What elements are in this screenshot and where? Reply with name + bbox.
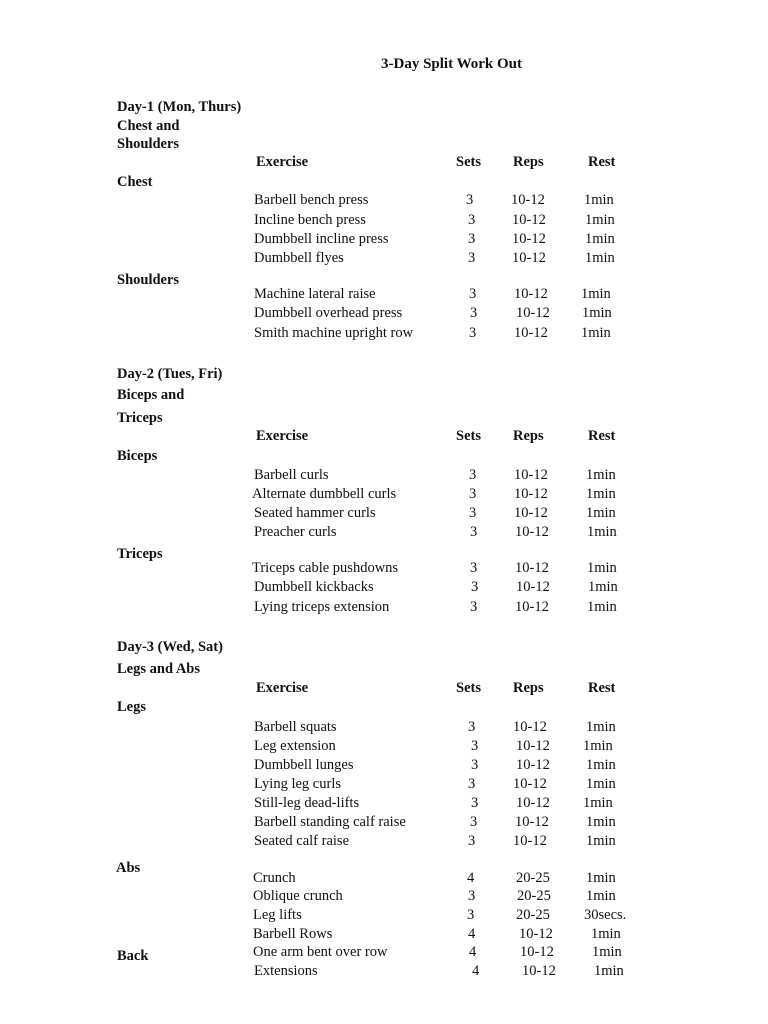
group-label-triceps: Triceps — [117, 546, 163, 562]
exercise-reps: 10-12 — [520, 944, 554, 960]
exercise-rest: 1min — [586, 870, 616, 886]
exercise-name: Still-leg dead-lifts — [254, 795, 360, 811]
exercise-sets: 3 — [469, 325, 477, 341]
group-label-back: Back — [117, 948, 149, 964]
exercise-name: Dumbbell kickbacks — [254, 579, 374, 595]
exercise-reps: 10-12 — [512, 250, 546, 266]
exercise-sets: 3 — [466, 192, 474, 208]
exercise-rest: 1min — [586, 776, 616, 792]
exercise-rest: 1min — [587, 599, 617, 615]
day-3-heading: Day-3 (Wed, Sat) — [117, 639, 223, 655]
exercise-sets: 3 — [468, 776, 476, 792]
exercise-reps: 10-12 — [516, 795, 550, 811]
exercise-reps: 10-12 — [515, 814, 549, 830]
exercise-sets: 3 — [468, 250, 476, 266]
exercise-sets: 3 — [468, 888, 476, 904]
column-header-rest: Rest — [588, 428, 616, 444]
exercise-reps: 10-12 — [515, 524, 549, 540]
exercise-name: Triceps cable pushdowns — [252, 560, 399, 576]
exercise-name: Barbell curls — [254, 467, 329, 483]
exercise-reps: 10-12 — [512, 231, 546, 247]
column-header-exercise: Exercise — [256, 428, 309, 444]
exercise-sets: 3 — [471, 738, 479, 754]
exercise-rest: 1min — [587, 560, 617, 576]
exercise-rest: 1min — [586, 833, 616, 849]
exercise-name: Dumbbell overhead press — [254, 305, 403, 321]
day-2-heading: Day-2 (Tues, Fri) — [117, 366, 223, 382]
exercise-reps: 10-12 — [515, 599, 549, 615]
page-title: 3-Day Split Work Out — [381, 56, 522, 72]
exercise-rest: 1min — [586, 888, 616, 904]
exercise-name: Leg extension — [254, 738, 336, 754]
day-1-heading: Day-1 (Mon, Thurs) — [117, 99, 242, 115]
exercise-rest: 1min — [583, 738, 613, 754]
exercise-reps: 10-12 — [513, 833, 547, 849]
exercise-name: Extensions — [254, 963, 318, 979]
exercise-reps: 10-12 — [514, 286, 548, 302]
exercise-sets: 3 — [468, 719, 476, 735]
exercise-sets: 3 — [471, 579, 479, 595]
exercise-name: Dumbbell incline press — [254, 231, 389, 247]
day-3-focus-line1: Legs and Abs — [117, 661, 201, 677]
exercise-reps: 20-25 — [516, 907, 550, 923]
exercise-sets: 3 — [469, 505, 477, 521]
exercise-sets: 3 — [470, 524, 478, 540]
exercise-sets: 3 — [471, 757, 479, 773]
column-header-rest: Rest — [588, 154, 616, 170]
exercise-reps: 10-12 — [511, 192, 545, 208]
exercise-reps: 10-12 — [514, 467, 548, 483]
column-header-reps: Reps — [513, 154, 544, 170]
exercise-name: Lying leg curls — [254, 776, 341, 792]
exercise-reps: 20-25 — [517, 888, 551, 904]
exercise-rest: 1min — [583, 795, 613, 811]
column-header-reps: Reps — [513, 428, 544, 444]
exercise-rest: 1min — [586, 814, 616, 830]
exercise-rest: 1min — [585, 212, 615, 228]
exercise-sets: 3 — [470, 599, 478, 615]
exercise-rest: 1min — [585, 250, 615, 266]
day-1-focus-line2: Shoulders — [117, 136, 180, 152]
exercise-reps: 10-12 — [516, 757, 550, 773]
exercise-name: Smith machine upright row — [254, 325, 414, 341]
exercise-name: Leg lifts — [253, 907, 302, 923]
exercise-sets: 3 — [468, 833, 476, 849]
exercise-name: Barbell bench press — [254, 192, 369, 208]
exercise-sets: 3 — [469, 486, 477, 502]
exercise-name: Barbell squats — [254, 719, 337, 735]
exercise-reps: 10-12 — [516, 738, 550, 754]
group-label-legs: Legs — [117, 699, 146, 715]
exercise-sets: 3 — [468, 212, 476, 228]
exercise-rest: 1min — [591, 926, 621, 942]
exercise-reps: 20-25 — [516, 870, 550, 886]
column-header-sets: Sets — [456, 680, 481, 696]
group-label-biceps: Biceps — [117, 448, 158, 464]
exercise-rest: 1min — [592, 944, 622, 960]
exercise-reps: 10-12 — [514, 486, 548, 502]
exercise-rest: 1min — [582, 305, 612, 321]
group-label-chest: Chest — [117, 174, 153, 190]
exercise-name: Barbell standing calf raise — [254, 814, 406, 830]
exercise-rest: 1min — [586, 719, 616, 735]
exercise-rest: 1min — [587, 524, 617, 540]
day-1-focus-line1: Chest and — [117, 118, 180, 134]
exercise-sets: 4 — [469, 944, 477, 960]
exercise-rest: 1min — [581, 286, 611, 302]
group-label-shoulders: Shoulders — [117, 272, 180, 288]
column-header-sets: Sets — [456, 154, 481, 170]
exercise-reps: 10-12 — [513, 776, 547, 792]
exercise-name: Dumbbell flyes — [254, 250, 344, 266]
exercise-rest: 1min — [585, 231, 615, 247]
exercise-name: Crunch — [253, 870, 296, 886]
exercise-sets: 4 — [467, 870, 475, 886]
column-header-reps: Reps — [513, 680, 544, 696]
exercise-name: Preacher curls — [254, 524, 337, 540]
exercise-reps: 10-12 — [512, 212, 546, 228]
exercise-reps: 10-12 — [514, 325, 548, 341]
column-header-exercise: Exercise — [256, 680, 309, 696]
exercise-name: Seated hammer curls — [254, 505, 376, 521]
day-2-focus-line1: Biceps and — [117, 387, 185, 403]
exercise-rest: 1min — [586, 757, 616, 773]
group-label-abs: Abs — [116, 860, 141, 876]
exercise-name: Barbell Rows — [253, 926, 333, 942]
exercise-sets: 3 — [467, 907, 475, 923]
exercise-sets: 4 — [472, 963, 480, 979]
exercise-sets: 3 — [468, 231, 476, 247]
exercise-reps: 10-12 — [516, 579, 550, 595]
exercise-rest: 1min — [581, 325, 611, 341]
exercise-rest: 1min — [594, 963, 624, 979]
column-header-sets: Sets — [456, 428, 481, 444]
exercise-sets: 3 — [471, 795, 479, 811]
exercise-name: Alternate dumbbell curls — [252, 486, 397, 502]
exercise-rest: 1min — [586, 505, 616, 521]
exercise-sets: 3 — [469, 467, 477, 483]
day-2-focus-line2: Triceps — [117, 410, 163, 426]
exercise-reps: 10-12 — [516, 305, 550, 321]
exercise-reps: 10-12 — [514, 505, 548, 521]
exercise-rest: 1min — [588, 579, 618, 595]
exercise-rest: 1min — [584, 192, 614, 208]
exercise-sets: 3 — [470, 305, 478, 321]
exercise-sets: 3 — [470, 814, 478, 830]
exercise-sets: 3 — [469, 286, 477, 302]
exercise-name: Incline bench press — [254, 212, 366, 228]
column-header-rest: Rest — [588, 680, 616, 696]
exercise-reps: 10-12 — [522, 963, 556, 979]
exercise-reps: 10-12 — [513, 719, 547, 735]
exercise-reps: 10-12 — [519, 926, 553, 942]
column-header-exercise: Exercise — [256, 154, 309, 170]
exercise-reps: 10-12 — [515, 560, 549, 576]
exercise-name: Lying triceps extension — [254, 599, 390, 615]
exercise-rest: 1min — [586, 467, 616, 483]
exercise-rest: 30secs. — [584, 907, 627, 923]
exercise-sets: 4 — [468, 926, 476, 942]
exercise-name: One arm bent over row — [253, 944, 388, 960]
exercise-name: Oblique crunch — [253, 888, 343, 904]
exercise-sets: 3 — [470, 560, 478, 576]
exercise-name: Machine lateral raise — [254, 286, 376, 302]
exercise-name: Dumbbell lunges — [254, 757, 354, 773]
exercise-name: Seated calf raise — [254, 833, 350, 849]
exercise-rest: 1min — [586, 486, 616, 502]
